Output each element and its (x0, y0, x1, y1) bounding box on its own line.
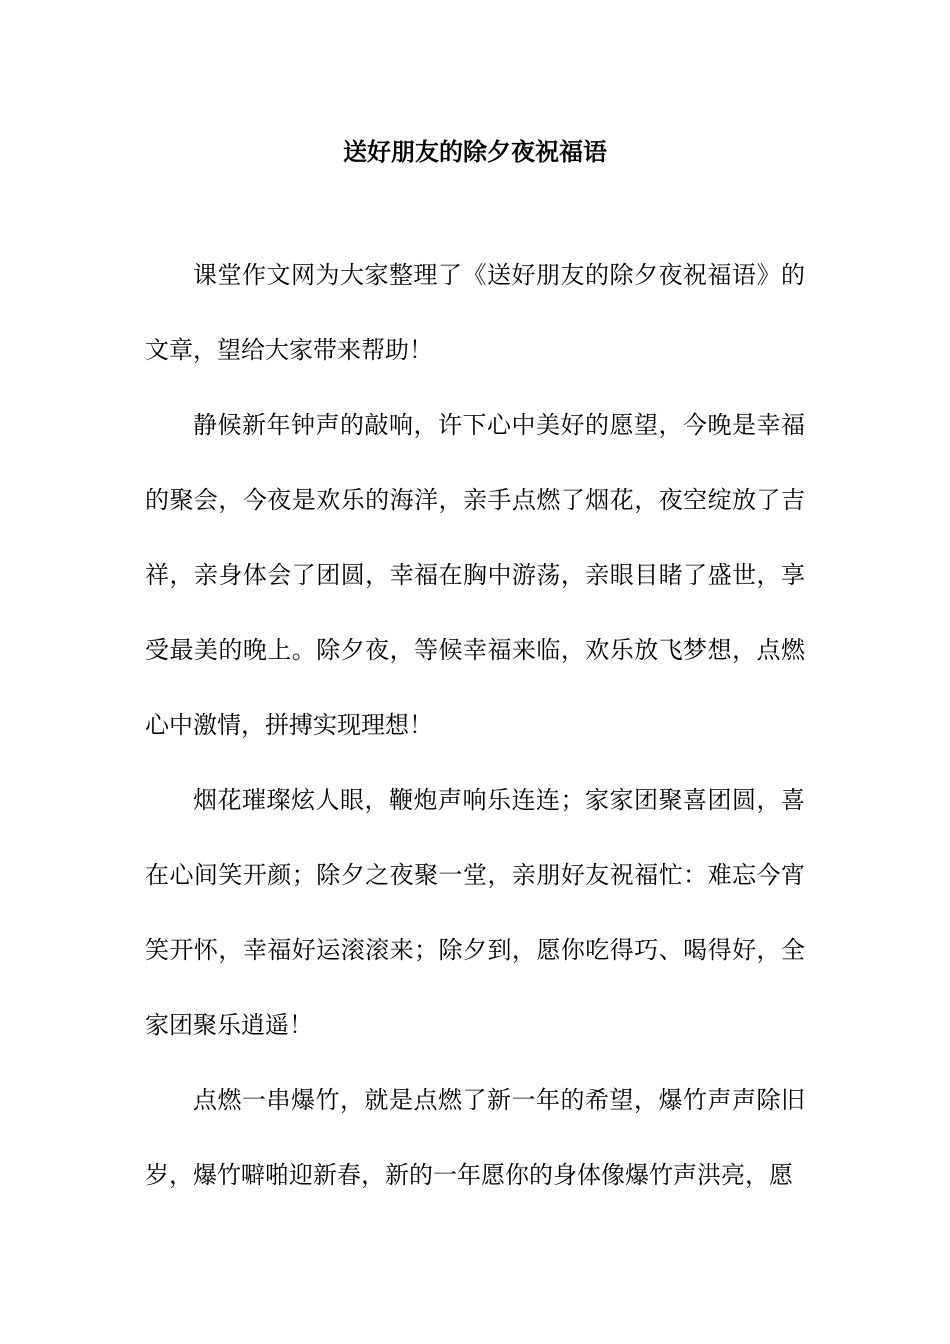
paragraph-4: 点燃一串爆竹，就是点燃了新一年的希望，爆竹声声除旧岁，爆竹噼啪迎新春，新的一年愿你的身体像爆竹声洪亮，愿 (145, 1086, 805, 1189)
document-body (145, 238, 805, 1213)
document-title: 送好朋友的除夕夜祝福语 (343, 137, 607, 166)
paragraph-intro: 课堂作文网为大家整理了《送好朋友的除夕夜祝福语》的文章，望给大家带来帮助！ (145, 261, 805, 364)
paragraph-3: 烟花璀璨炫人眼，鞭炮声响乐连连；家家团聚喜团圆，喜在心间笑开颜；除夕之夜聚一堂，亲朋好友祝福忙：难忘今宵笑开怀，幸福好运滚滚来；除夕到，愿你吃得巧、喝得好，全家团聚乐逍遥！ (145, 786, 805, 1039)
paragraph-2: 静候新年钟声的敲响，许下心中美好的愿望，今晚是幸福的聚会，今夜是欢乐的海洋，亲手点燃了烟花，夜空绽放了吉祥，亲身体会了团圆，幸福在胸中游荡，亲眼目睹了盛世，享受最美的晚上。除夕夜，等候幸福来临，欢乐放飞梦想，点燃心中激情，拼搏实现理想！ (145, 411, 805, 739)
